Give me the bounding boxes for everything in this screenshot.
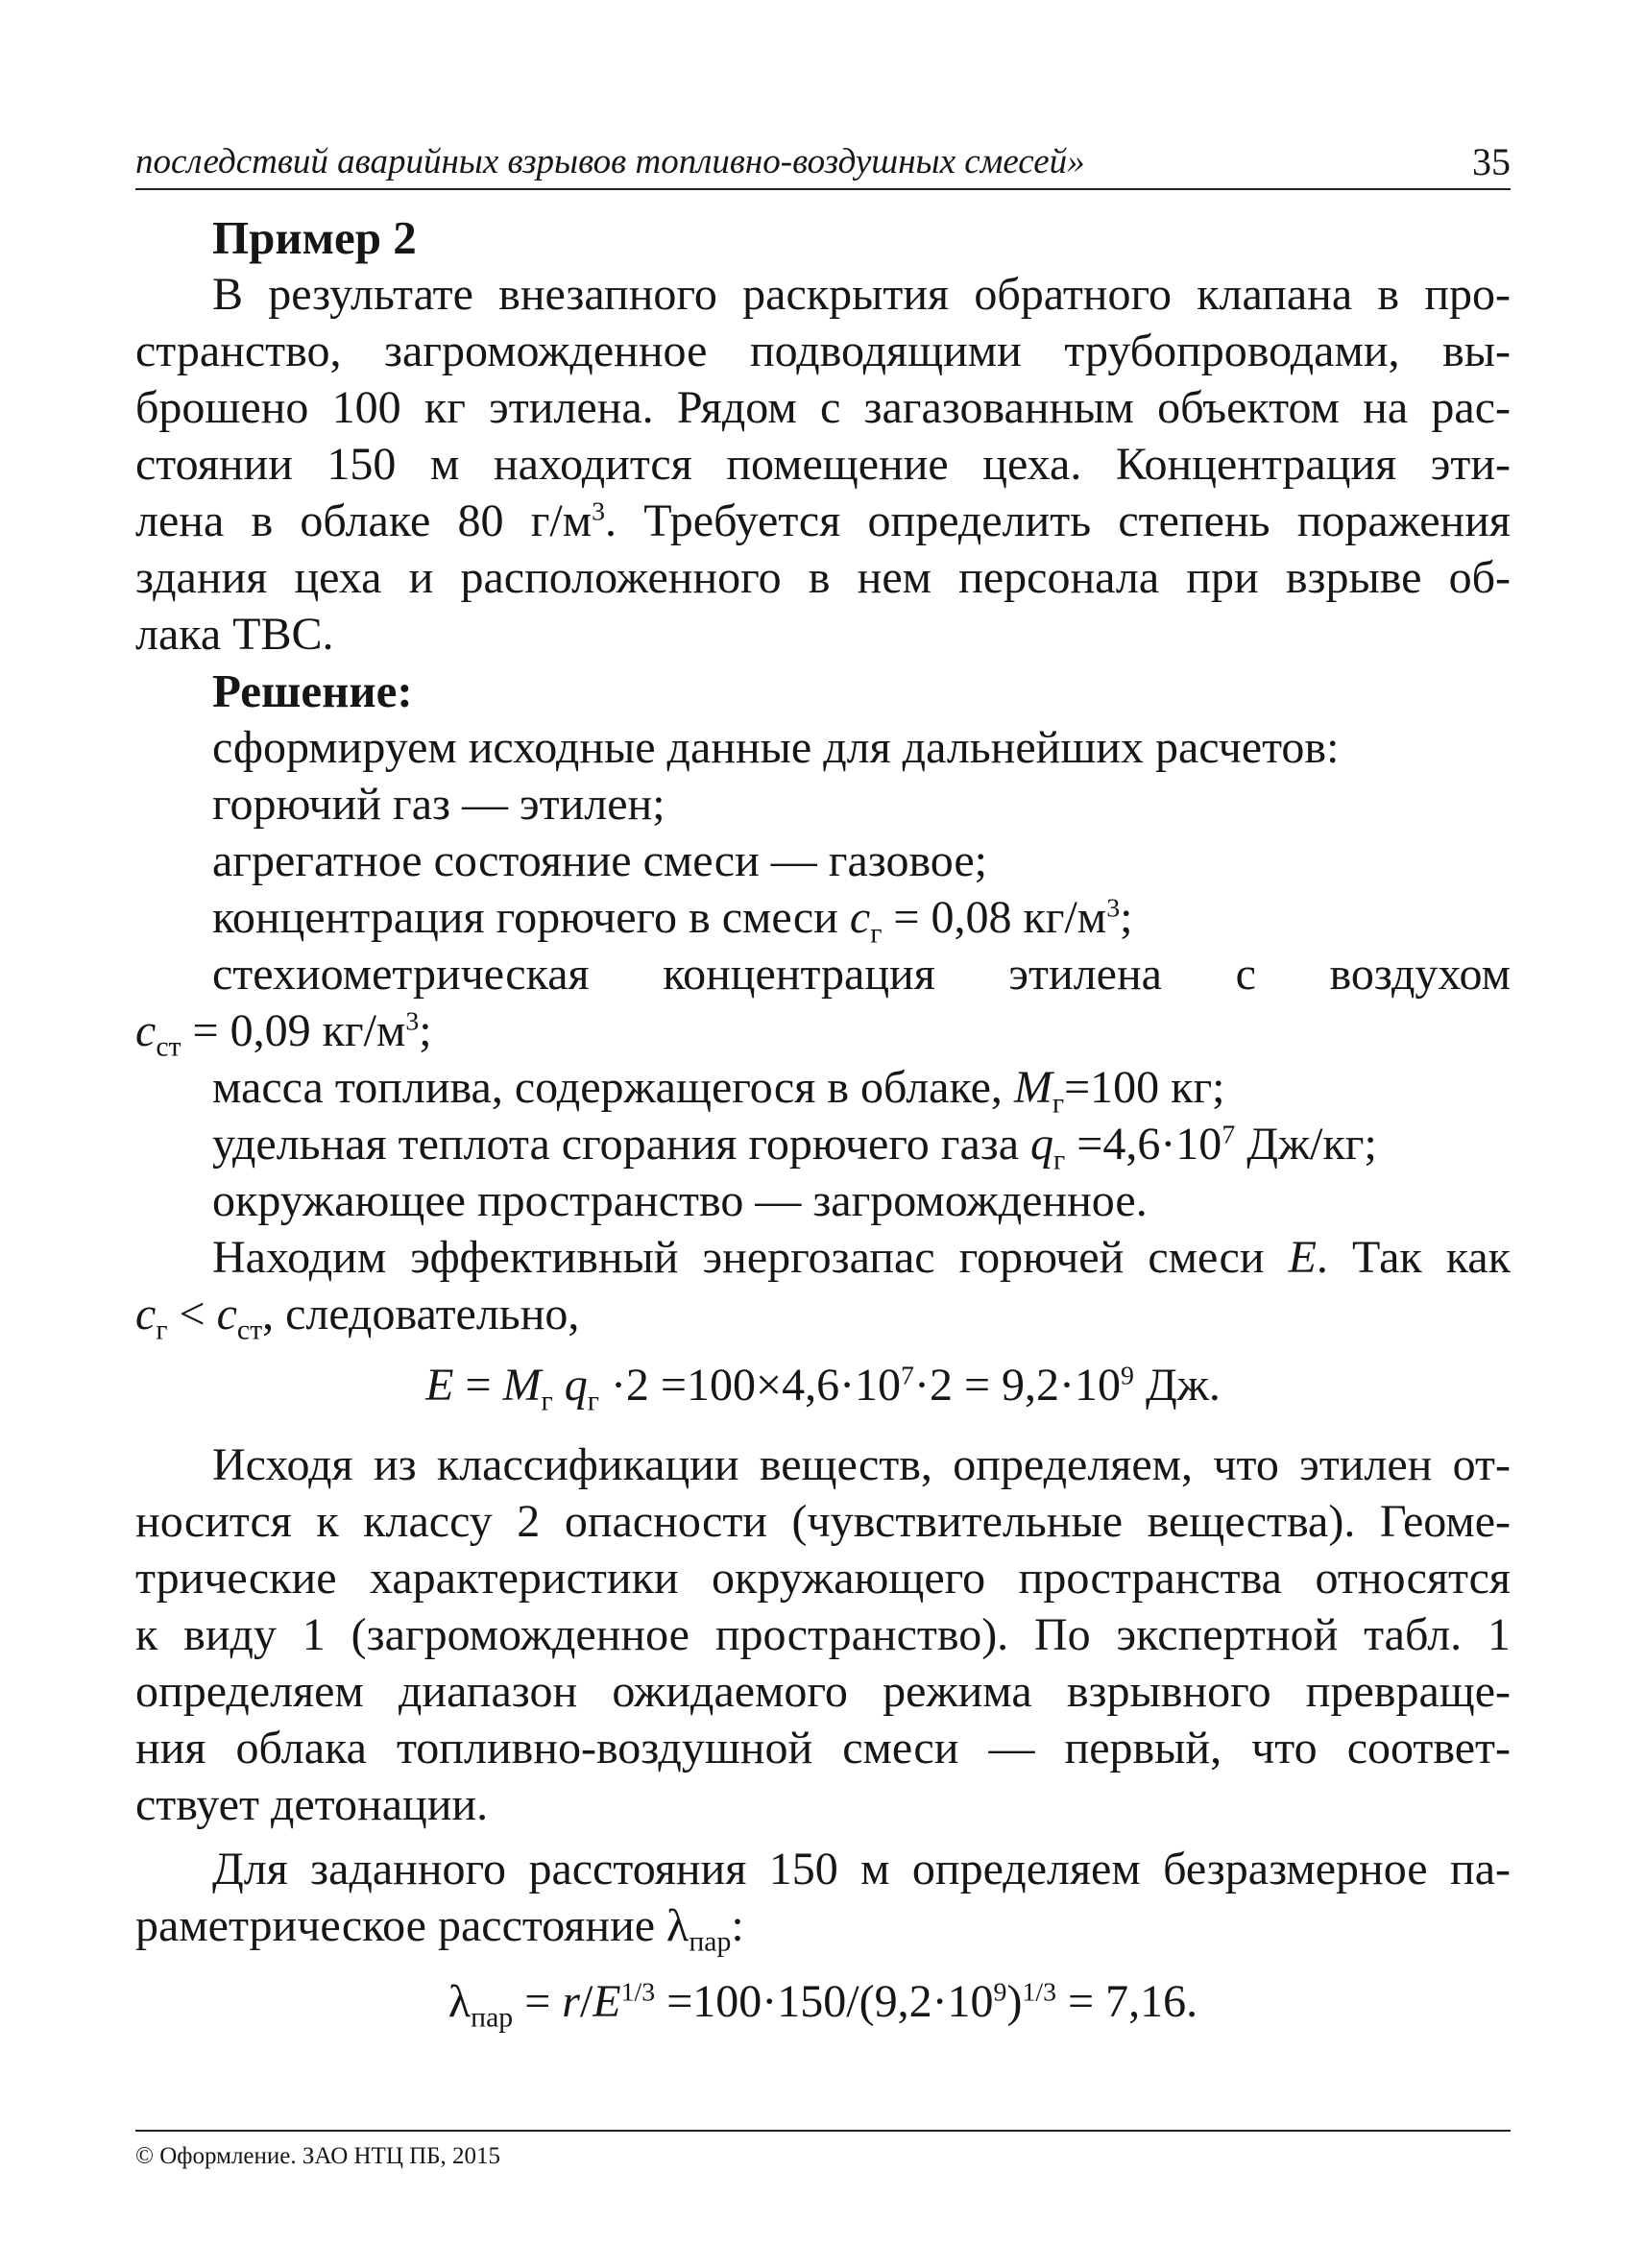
paragraph-line: Для заданного расстояния 150 м определяем безразмерное па- (212, 1844, 1511, 1894)
paragraph-line: носится к классу 2 опасности (чувствительные вещества). Геоме- (135, 1496, 1511, 1547)
footer-rule (135, 2130, 1511, 2132)
formula-energy: $E = M_г$ $q_г \cdot 2 =100\times 4,6\cdot 10^7\cdot 2 = 9,2\cdot 10^9$ Дж. (425, 1360, 1221, 1417)
stoich-value-line: $c_{ст} = 0,09$ $кг/м^3$; (135, 1005, 432, 1063)
formula-lambda: $\lambda_{пар} = r/E^{1/3} =100\cdot 150/(9,2\cdot 10^9)^{1/3} = 7,16$. (448, 1976, 1198, 2034)
paragraph-line: трические характеристики окружающего пространства относятся (135, 1553, 1511, 1604)
energy-line: Находим эффективный энергозапас горючей смеси E. Так как (212, 1232, 1511, 1283)
footer-copyright: © Оформление. ЗАО НТЦ ПБ, 2015 (135, 2143, 501, 2169)
paragraph-line: ствует детонации. (135, 1779, 489, 1830)
page-number: 35 (1472, 140, 1511, 183)
aggregate-state-line: агрегатное состояние смеси — газовое; (212, 835, 987, 886)
running-header (135, 134, 1511, 190)
paragraph-line: брошено 100 кг этилена. Рядом с загазованным объектом на рас- (135, 382, 1511, 433)
environment-line: окружающее пространство — загроможденное. (212, 1175, 1148, 1226)
paragraph-line: лака ТВС. (135, 609, 334, 660)
paragraph-line: странство, загроможденное подводящими трубопроводами, вы- (135, 326, 1511, 376)
paragraph-line: стоянии 150 м находится помещение цеха. Концентрация эти- (135, 439, 1511, 490)
stoich-line: стехиометрическая концентрация этилена с воздухом (212, 949, 1511, 1000)
fuel-mass-line: масса топлива, содержащегося в облаке, $M_г=100$ кг; (212, 1062, 1225, 1120)
example-heading: Пример 2 (212, 211, 417, 264)
paragraph-line: здания цеха и расположенного в нем персонала при взрыве об- (135, 552, 1511, 603)
paragraph-line: определяем диапазон ожидаемого режима взрывного превраще- (135, 1666, 1511, 1717)
heat-line: удельная теплота сгорания горючего газа $q_г =4,6\cdot 10^7$ Дж/кг; (212, 1119, 1377, 1176)
paragraph-line: В результате внезапного раскрытия обратного клапана в про- (212, 269, 1511, 320)
energy-condition-line: $c_г < c_{ст}$, следовательно, (135, 1289, 580, 1346)
paragraph-line: к виду 1 (загроможденное пространство). По экспертной табл. 1 (135, 1609, 1511, 1660)
paragraph-line: ния облака топливно-воздушной смеси — первый, что соответ- (135, 1723, 1511, 1773)
solution-heading: Решение: (212, 664, 413, 717)
fuel-gas-line: горючий газ — этилен; (212, 779, 665, 830)
concentration-line: концентрация горючего в смеси $c_г = 0,08$ $кг/м^3$; (212, 892, 1133, 950)
paragraph-line: раметрическое расстояние $\lambda_{пар}$: (135, 1900, 744, 1958)
paragraph-line: Исходя из классификации веществ, определяем, что этилен от- (212, 1439, 1511, 1490)
running-title: последствий аварийных взрывов топливно-воздушных смесей» (135, 142, 1085, 181)
page-body (135, 209, 1511, 2050)
solution-lead: сформируем исходные данные для дальнейших расчетов: (212, 722, 1340, 773)
paragraph-line: лена в облаке 80 $г/м^3$. Требуется определить степень поражения (135, 495, 1511, 546)
